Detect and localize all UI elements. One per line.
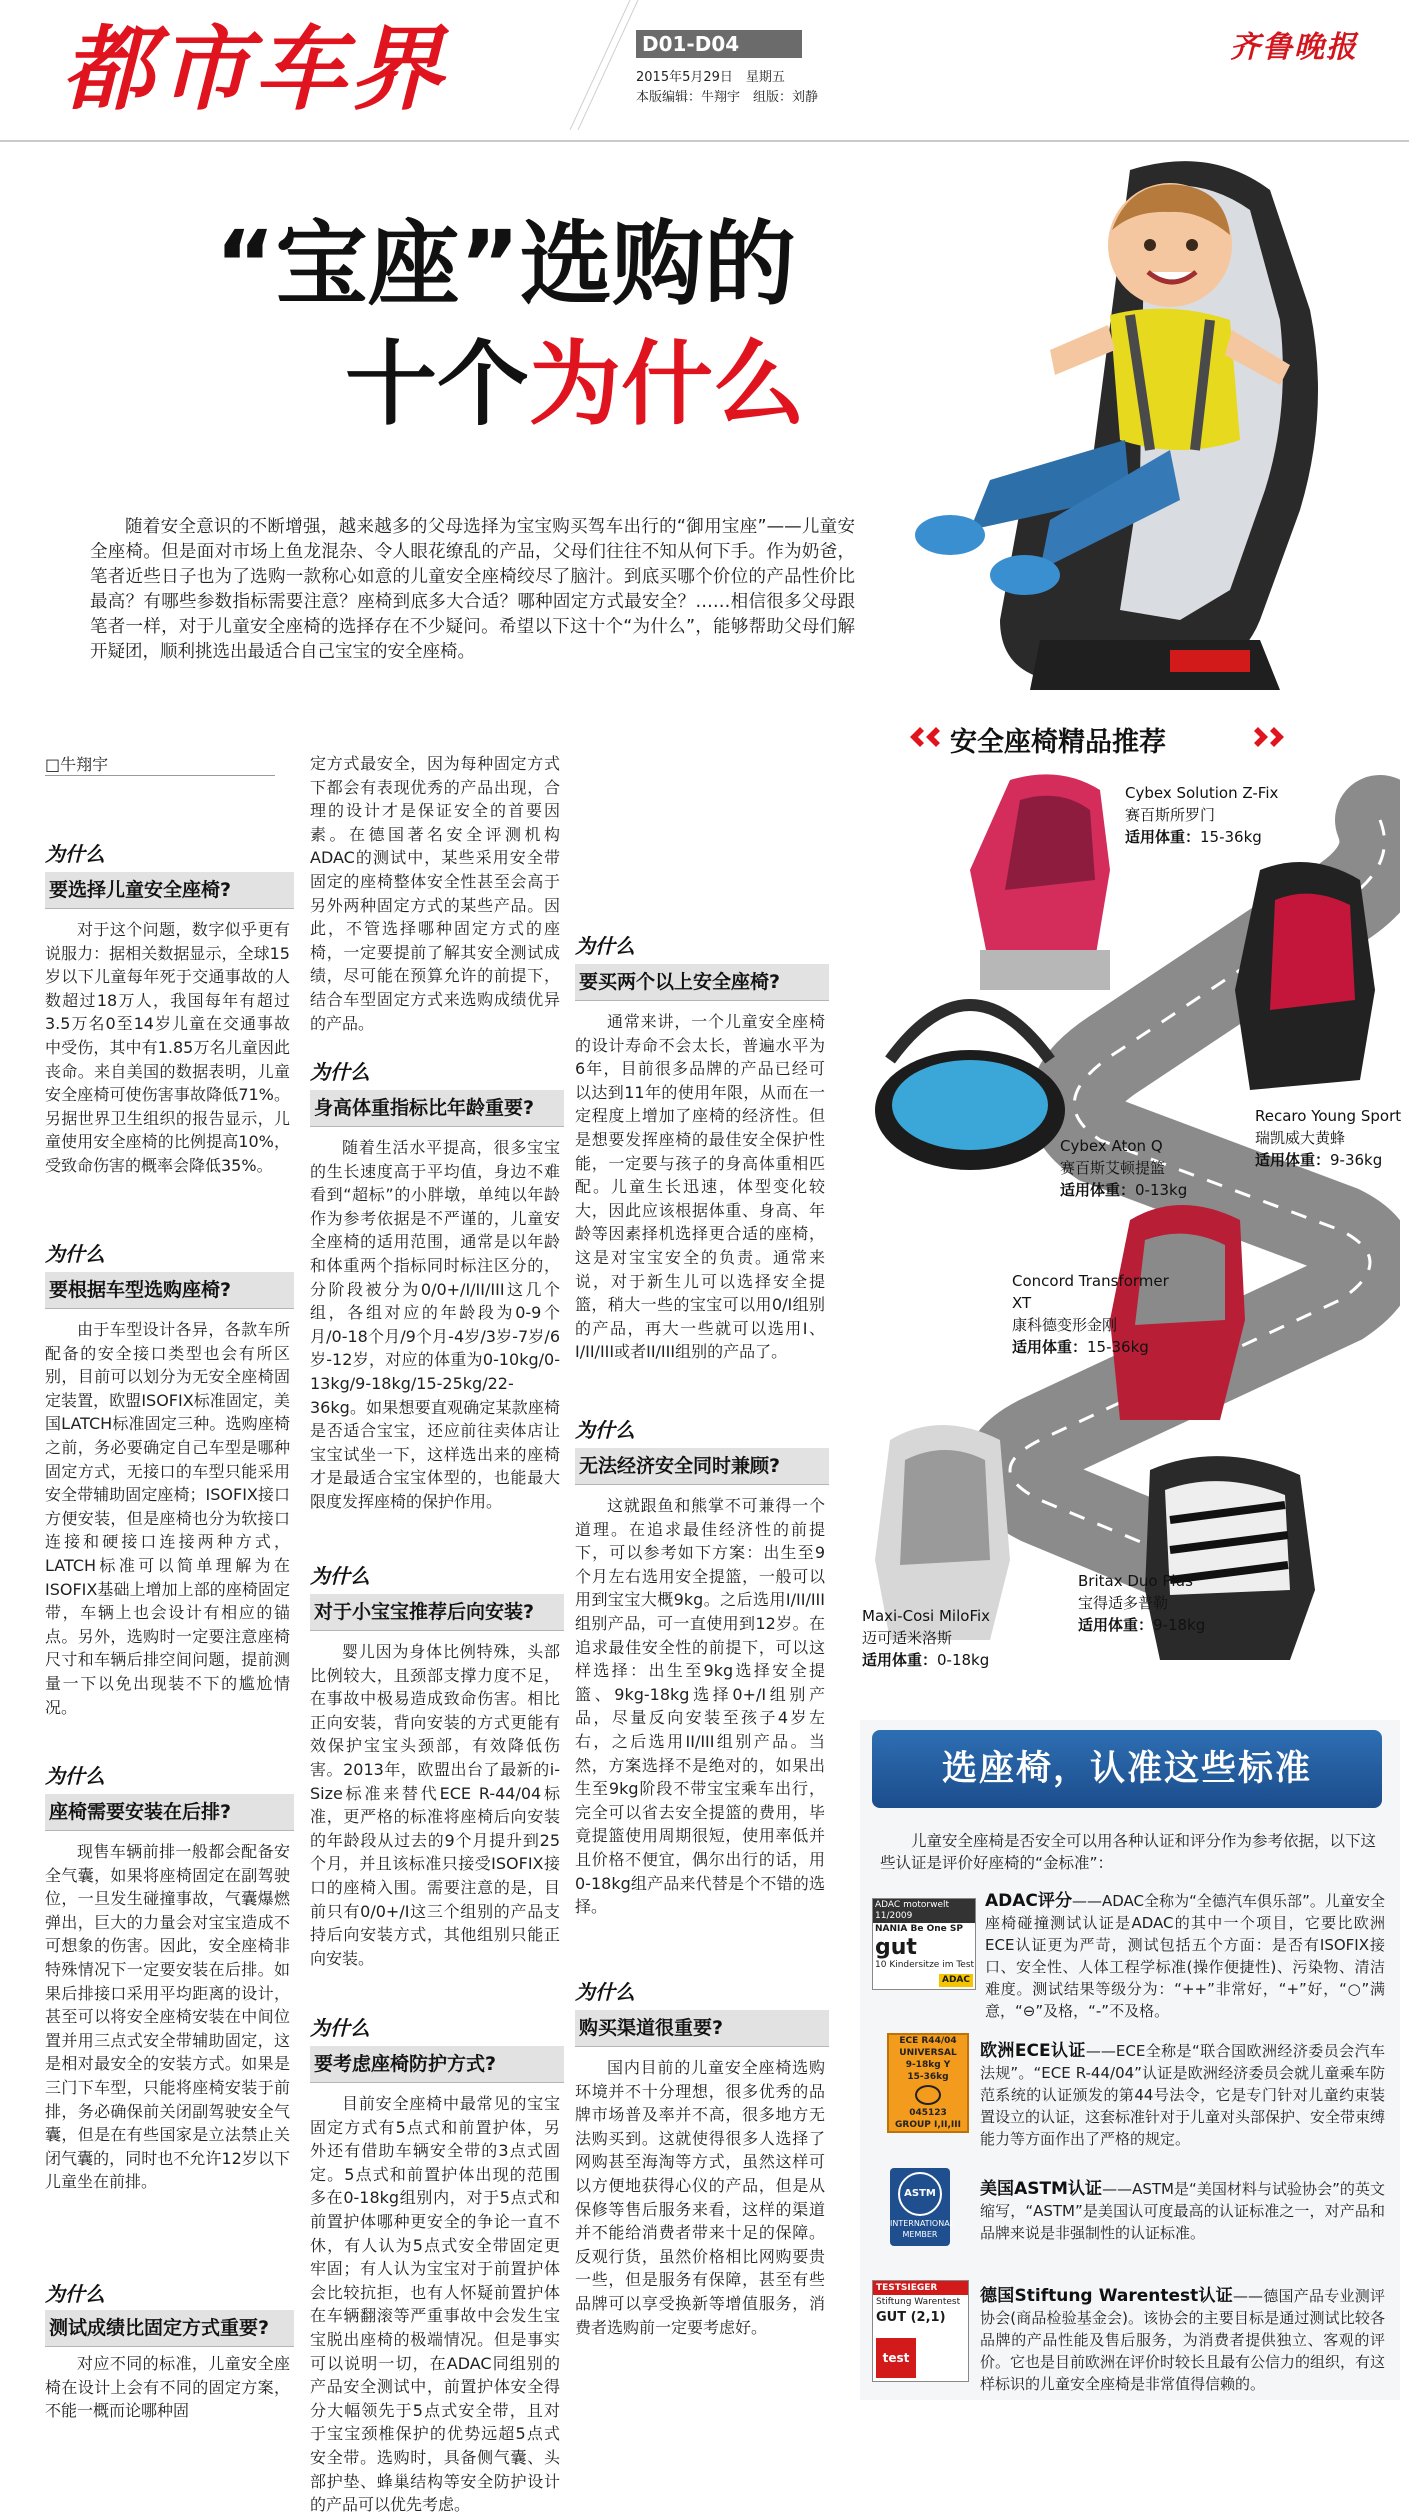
why-label: 为什么 bbox=[45, 1242, 105, 1266]
answer-3-text: 现售车辆前排一般都会配备安全气囊，如果将座椅固定在副驾驶位，一旦发生碰撞事故，气囊爆燃弹出，巨大的力量会对宝宝造成不可想象的伤害。因此，安全座椅非特殊情况下一定要安装在后排。如果后排接口采用平均距离的设计，甚至可以将安全座椅安装在中间位置并用三点式安全带辅助固定，这是相对最安全的安装方式。如果是三门下车型，只能将座椅安装于前排，务必确保前关闭副驾驶安全气囊，但是在有些国家是立法禁止关闭气囊的，同时也不允许12岁以下儿童坐在前排。 bbox=[45, 1842, 290, 2192]
product-2-name: Recaro Young Sport bbox=[1255, 1107, 1402, 1125]
newspaper-logo: 齐鲁晚报 bbox=[1230, 30, 1358, 65]
astm-logo bbox=[890, 2168, 955, 2246]
product-5-cn: 迈可适米洛斯 bbox=[862, 1629, 953, 1647]
product-5-range bbox=[862, 1649, 990, 1671]
headline-line1: “宝座”选购的 bbox=[215, 211, 796, 318]
product-6-cn: 宝得适多普勒 bbox=[1078, 1594, 1169, 1612]
standard-warentest bbox=[980, 2285, 1385, 2395]
product-1-range-value: 15-36kg bbox=[1200, 828, 1262, 846]
product-2-range bbox=[1255, 1149, 1401, 1171]
question-6: 对于小宝宝推荐后向安装? bbox=[310, 1594, 564, 1631]
answer-6 bbox=[310, 1640, 560, 1970]
answer-5 bbox=[310, 1136, 560, 1514]
answer-9 bbox=[575, 1494, 825, 1919]
product-6-range-label: 适用体重： bbox=[1078, 1616, 1154, 1634]
answer-1 bbox=[45, 918, 290, 1178]
product-6-label bbox=[1078, 1570, 1205, 1636]
headline-black: 十个 bbox=[345, 331, 530, 438]
why-label: 为什么 bbox=[310, 1564, 370, 1588]
adac-logo-sub: 10 Kindersitze im Test bbox=[875, 1960, 975, 1970]
why-label: 为什么 bbox=[45, 842, 105, 866]
adac-logo bbox=[872, 1898, 976, 1990]
product-1-label bbox=[1125, 782, 1278, 848]
answer-6-text: 婴儿因为身体比例特殊，头部比例较大，且颈部支撑力度不足，在事故中极易造成致命伤害。相比正向安装，背向安装的方式更能有效保护宝宝头颈部，有效降低伤害。2013年，欧盟出台了最新的i-Size标准来替代ECE R-44/04标准，更严格的标准将座椅后向安装的年龄段从过去的9个月提升到25个月，并且该标准只接受ISOFIX接口的座椅入围。需要注意的是，目前只有0/0+/I这三个组别的产品支持后向安装方式，其他组别只能正向安装。 bbox=[310, 1642, 560, 1968]
question-1: 要选择儿童安全座椅? bbox=[45, 872, 294, 909]
product-4-name: Concord Transformer XT bbox=[1012, 1272, 1169, 1312]
dateline bbox=[636, 68, 818, 108]
adac-logo-brand: ADAC bbox=[939, 1974, 973, 1987]
warentest-logo-l2: Stiftung Warentest bbox=[876, 2297, 961, 2307]
product-4-range-label: 适用体重： bbox=[1012, 1338, 1088, 1356]
why-label: 为什么 bbox=[310, 2016, 370, 2040]
ece-logo bbox=[887, 2033, 969, 2133]
why-label: 为什么 bbox=[45, 2282, 105, 2306]
product-2-label bbox=[1255, 1105, 1401, 1171]
standards-banner: 选座椅，认准这些标准 bbox=[872, 1730, 1382, 1808]
astm-logo-l2: INTERNATIONAL bbox=[890, 2219, 955, 2228]
product-1-range-label: 适用体重： bbox=[1125, 828, 1201, 846]
product-5-range-label: 适用体重： bbox=[862, 1651, 938, 1669]
byline: □牛翔宇 bbox=[45, 755, 109, 774]
question-9: 无法经济安全同时兼顾? bbox=[575, 1448, 829, 1485]
product-6-name: Britax Duo Plus bbox=[1078, 1572, 1193, 1590]
adac-logo-product: NANIA Be One SP bbox=[875, 1924, 963, 1934]
why-label: 为什么 bbox=[575, 934, 635, 958]
product-3-range bbox=[1060, 1179, 1187, 1201]
standard-adac-text: ——ADAC全称为“全德汽车俱乐部”。儿童安全座椅碰撞测试认证是ADAC的其中一个项目，它要比欧洲ECE认证更为严苛，测试包括五个方面：是否有ISOFIX接口、安全性、人体工程学标准(操作便捷性)、污染物、清洁难度。测试结果等级分为：“++”非常好，“+”好，“○”满意，“⊖”及格，“-”不及格。 bbox=[985, 1892, 1385, 2020]
question-10: 购买渠道很重要? bbox=[575, 2010, 829, 2047]
product-3-cn: 赛百斯艾顿提篮 bbox=[1060, 1159, 1166, 1177]
product-3-range-label: 适用体重： bbox=[1060, 1181, 1136, 1199]
warentest-logo-l1: TESTSIEGER bbox=[873, 2281, 968, 2295]
question-8: 要买两个以上安全座椅? bbox=[575, 964, 829, 1001]
product-3-range-value: 0-13kg bbox=[1135, 1181, 1188, 1199]
ece-logo-l3: 9-18kg Y bbox=[905, 2060, 951, 2070]
seat-cybex-aton bbox=[875, 1005, 1065, 1170]
headline-red: 为什么 bbox=[529, 331, 806, 438]
product-1-name: Cybex Solution Z-Fix bbox=[1125, 784, 1279, 802]
product-6-range-value: 9-18kg bbox=[1153, 1616, 1206, 1634]
answer-4-continued bbox=[310, 752, 560, 1035]
answer-2 bbox=[45, 1318, 290, 1719]
product-5-name: Maxi-Cosi MiloFix bbox=[862, 1607, 991, 1625]
masthead-divider bbox=[560, 0, 640, 130]
seat-recaro-young-sport bbox=[1235, 862, 1375, 1090]
masthead-rule bbox=[0, 140, 1409, 142]
recommend-title: 安全座椅精品推荐 bbox=[950, 727, 1166, 758]
adac-logo-grade: gut bbox=[875, 1935, 917, 1960]
question-2: 要根据车型选购座椅? bbox=[45, 1272, 294, 1309]
product-2-cn: 瑞凯威大黄蜂 bbox=[1255, 1129, 1346, 1147]
ece-logo-l1: ECE R44/04 bbox=[899, 2036, 957, 2046]
chevron-right-icon bbox=[1250, 724, 1284, 750]
product-5-label bbox=[862, 1605, 990, 1671]
editors: 本版编辑：牛翔宇 组版：刘静 bbox=[636, 90, 819, 105]
product-3-name: Cybex Aton Q bbox=[1060, 1137, 1163, 1155]
section-title: 都市车界 bbox=[62, 16, 447, 123]
standard-adac-title: ADAC评分 bbox=[985, 1891, 1072, 1911]
product-6-range bbox=[1078, 1614, 1205, 1636]
ece-logo-l4: 15-36kg bbox=[907, 2072, 949, 2082]
standard-ece bbox=[980, 2040, 1385, 2150]
answer-3 bbox=[45, 1840, 290, 2194]
product-2-range-label: 适用体重： bbox=[1255, 1151, 1331, 1169]
chevron-left-icon bbox=[910, 724, 944, 750]
answer-8-text: 通常来讲，一个儿童安全座椅的设计寿命不会太长，普遍水平为6年，目前很多品牌的产品已经可以达到11年的使用年限，从而在一定程度上增加了座椅的经济性。但是想要发挥座椅的最佳安全保护性能，一定要与孩子的身高体重相匹配。儿童生长迅速，体型变化较大，因此应该根据体重、身高、年龄等因素择机选择更合适的座椅，这是对宝宝安全的负责。通常来说，对于新生儿可以选择安全提篮，稍大一些的宝宝可以用0/I组别的产品，再大一些就可以选用I、I/II/III或者II/III组别的产品了。 bbox=[575, 1012, 825, 1362]
answer-10 bbox=[575, 2056, 825, 2339]
astm-logo-l1: ASTM bbox=[898, 2172, 942, 2216]
why-label: 为什么 bbox=[575, 1980, 635, 2004]
answer-2-text: 由于车型设计各异，各款车所配备的安全接口类型也会有所区别，目前可以划分为无安全座椅固定装置，欧盟ISOFIX标准固定，美国LATCH标准固定三种。选购座椅之前，务必要确定自己车型是哪种固定方式，无接口的车型只能采用安全带辅助固定座椅；ISOFIX接口方便安装，但是座椅也分为软接口连接和硬接口连接两种方式，LATCH标准可以简单理解为在ISOFIX基础上增加上部的座椅固定带，车辆上也会设计有相应的锚点。另外，选购时一定要注意座椅尺寸和车辆后排空间问题，提前测量一下以免出现装不下的尴尬情况。 bbox=[45, 1320, 290, 1717]
answer-9-text: 这就跟鱼和熊掌不可兼得一个道理。在追求最佳经济性的前提下，可以参考如下方案：出生至9个月左右选用安全提篮，一般可以用到宝宝大概9kg。之后选用I/II/III组别产品，可一直使用到12岁。在追求最佳安全性的前提下，可以这样选择：出生至9kg选择安全提篮、9kg-18kg选择0+/I组别产品，尽量反向安装至孩子4岁左右，之后选用II/III组别产品。当然，方案选择不是绝对的，如果出生至9kg阶段不带宝宝乘车出行，完全可以省去安全提篮的费用，毕竟提篮使用周期很短，使用率低并且价格不便宜，偶尔出行的话，用0-18kg组产品来代替是个不错的选择。 bbox=[575, 1496, 825, 1917]
product-1-cn: 赛百斯所罗门 bbox=[1125, 806, 1216, 824]
standard-astm-title: 美国ASTM认证 bbox=[980, 2179, 1103, 2199]
ece-logo-l5: GROUP I,II,III bbox=[895, 2120, 961, 2130]
answer-10-text: 国内目前的儿童安全座椅选购环境并不十分理想，很多优秀的品牌市场普及率并不高，很多地方无法购买到。这就使得很多人选择了网购甚至海淘等方式，虽然这样可以方便地获得心仪的产品，但是从保修等售后服务来看，这样的渠道并不能给消费者带来十足的保障。反观行货，虽然价格相比网购要贵一些，但是服务有保障，甚至有些品牌可以享受换新等增值服务，消费者选购前一定要考虑好。 bbox=[575, 2058, 825, 2337]
adac-logo-top: ADAC motorwelt 11/2009 bbox=[873, 1899, 975, 1923]
answer-4 bbox=[45, 2352, 290, 2423]
page-code: D01-D04 bbox=[636, 30, 802, 58]
answer-7 bbox=[310, 2092, 560, 2517]
standard-astm bbox=[980, 2178, 1385, 2244]
answer-5-text: 随着生活水平提高，很多宝宝的生长速度高于平均值，身边不难看到“超标”的小胖墩，单纯以年龄作为参考依据是不严谨的，儿童安全座椅的适用范围，通常是以年龄和体重两个指标同时标注区分的，分阶段被分为0/0+/I/II/III这几个组，各组对应的年龄段为0-9个月/0-18个月/9个月-4岁/3岁-7岁/6岁-12岁，对应的体重为0-10kg/0-13kg/9-18kg/15-25kg/22-36kg。如果想要直观确定某款座椅是否适合宝宝，还应前往卖体店让宝宝试坐一下，这样选出来的座椅才是最适合宝宝体型的，也能最大限度发挥座椅的保护作用。 bbox=[310, 1138, 560, 1511]
answer-8 bbox=[575, 1010, 825, 1364]
byline-rule bbox=[45, 775, 275, 776]
question-7: 要考虑座椅防护方式? bbox=[310, 2046, 564, 2083]
intro-paragraph: 随着安全意识的不断增强，越来越多的父母选择为宝宝购买驾车出行的“御用宝座”——儿童安全座椅。但是面对市场上鱼龙混杂、令人眼花缭乱的产品，父母们往往不知从何下手。作为奶爸，笔者近些日子也为了选购一款称心如意的儿童安全座椅绞尽了脑汁。到底买哪个价位的产品性价比最高？有哪些参数指标需要注意？座椅到底多大合适？哪种固定方式最安全？……相信很多父母跟笔者一样，对于儿童安全座椅的选择存在不少疑问。希望以下这十个“为什么”，能够帮助父母们解开疑团，顺利挑选出最适合自己宝宝的安全座椅。 bbox=[90, 517, 855, 662]
product-5-range-value: 0-18kg bbox=[937, 1651, 990, 1669]
question-5: 身高体重指标比年龄重要? bbox=[310, 1090, 564, 1127]
standard-astm-text: ——ASTM是“美国材料与试验协会”的英文缩写，“ASTM”是美国认可度最高的认证标准之一，对产品和品牌来说是非强制性的认证标准。 bbox=[980, 2180, 1385, 2242]
product-4-label bbox=[1012, 1270, 1172, 1358]
warentest-logo-l4: test bbox=[876, 2338, 916, 2378]
ece-logo-l2: UNIVERSAL bbox=[899, 2048, 957, 2058]
seat-cybex-solution bbox=[970, 774, 1110, 990]
standard-ece-title: 欧洲ECE认证 bbox=[980, 2041, 1086, 2061]
answer-1-text: 对于这个问题，数字似乎更有说服力：据相关数据显示，全球15岁以下儿童每年死于交通事故的人数超过18万人，我国每年有超过3.5万名0至14岁儿童在交通事故中受伤，其中有1.85万名儿童因此丧命。来自美国的数据表明，儿童安全座椅可使伤害事故降低71%。另据世界卫生组织的报告显示，儿童使用安全座椅的比例提高10%，受致命伤害的概率会降低35%。 bbox=[45, 920, 290, 1175]
astm-logo-l3: MEMBER bbox=[902, 2230, 938, 2239]
product-1-range bbox=[1125, 826, 1278, 848]
standard-warentest-title: 德国Stiftung Warentest认证 bbox=[980, 2286, 1234, 2306]
warentest-logo-l3: GUT (2,1) bbox=[876, 2310, 946, 2325]
question-3: 座椅需要安装在后排? bbox=[45, 1794, 294, 1831]
ece-logo-num: 045123 bbox=[909, 2108, 947, 2118]
answer-4-continued-text: 定方式最安全，因为每种固定方式下都会有表现优秀的产品出现，合理的设计才是保证安全的首要因素。在德国著名安全评测机构ADAC的测试中，某些采用安全带固定的座椅整体安全性甚至会高于另外两种固定方式的某些产品。因此，不管选择哪种固定方式的座椅，一定要提前了解其安全测试成绩，尽可能在预算允许的前提下，结合车型固定方式来选购成绩优异的产品。 bbox=[310, 754, 560, 1033]
question-4: 测试成绩比固定方式重要? bbox=[45, 2310, 294, 2347]
headline-line2 bbox=[345, 330, 805, 440]
product-4-cn: 康科德变形金刚 bbox=[1012, 1316, 1118, 1334]
standard-adac bbox=[985, 1890, 1385, 2022]
why-label: 为什么 bbox=[575, 1418, 635, 1442]
warentest-logo bbox=[872, 2280, 969, 2382]
product-4-range bbox=[1012, 1336, 1172, 1358]
standard-ece-text: ——ECE全称是“联合国欧洲经济委员会汽车法规”。“ECE R-44/04”认证是欧洲经济委员会就儿童乘车防范系统的认证颁发的第44号法令，它是专门针对儿童约束装置设立的认证，这套标准针对于儿童对头部保护、安全带束缚能力等方面作出了严格的规定。 bbox=[980, 2042, 1386, 2148]
why-label: 为什么 bbox=[310, 1060, 370, 1084]
ece-e-mark-icon bbox=[915, 2085, 941, 2105]
standard-warentest-text: ——德国产品专业测评协会(商品检验基金会)。该协会的主要目标是通过测试比较各品牌的产品性能及售后服务，为消费者提供独立、客观的评价。它也是目前欧洲在评价时较长且最有公信力的组织，有这样标识的儿童安全座椅是非常值得信赖的。 bbox=[980, 2287, 1386, 2393]
issue-date: 2015年5月29日 星期五 bbox=[636, 70, 785, 85]
why-label: 为什么 bbox=[45, 1764, 105, 1788]
standards-intro: 儿童安全座椅是否安全可以用各种认证和评分作为参考依据，以下这些认证是评价好座椅的“金标准”： bbox=[880, 1832, 1377, 1872]
answer-7-text: 目前安全座椅中最常见的宝宝固定方式有5点式和前置护体，另外还有借助车辆安全带的3点式固定。5点式和前置护体出现的范围多在0-18kg组别内，对于5点式和前置护体哪种更安全的争论一直不休，有人认为5点式安全带固定更牢固；有人认为宝宝对于前置护体会比较抗拒，也有人怀疑前置护体在车辆翻滚等严重事故中会发生宝宝脱出座椅的极端情况。但是事实可以说明一切，在ADAC同组别的产品安全测试中，前置护体安全得分大幅领先于5点式安全带，且对于宝宝颈椎保护的优势远超5点式安全带。选购时，具备侧气囊、头部护垫、蜂巢结构等安全防护设计的产品可以优先考虑。 bbox=[310, 2094, 560, 2515]
product-4-range-value: 15-36kg bbox=[1087, 1338, 1149, 1356]
product-2-range-value: 9-36kg bbox=[1330, 1151, 1383, 1169]
product-3-label bbox=[1060, 1135, 1187, 1201]
hero-image-child-car-seat bbox=[880, 150, 1400, 710]
answer-4-text: 对应不同的标准，儿童安全座椅在设计上会有不同的固定方案，不能一概而论哪种固 bbox=[45, 2354, 290, 2421]
